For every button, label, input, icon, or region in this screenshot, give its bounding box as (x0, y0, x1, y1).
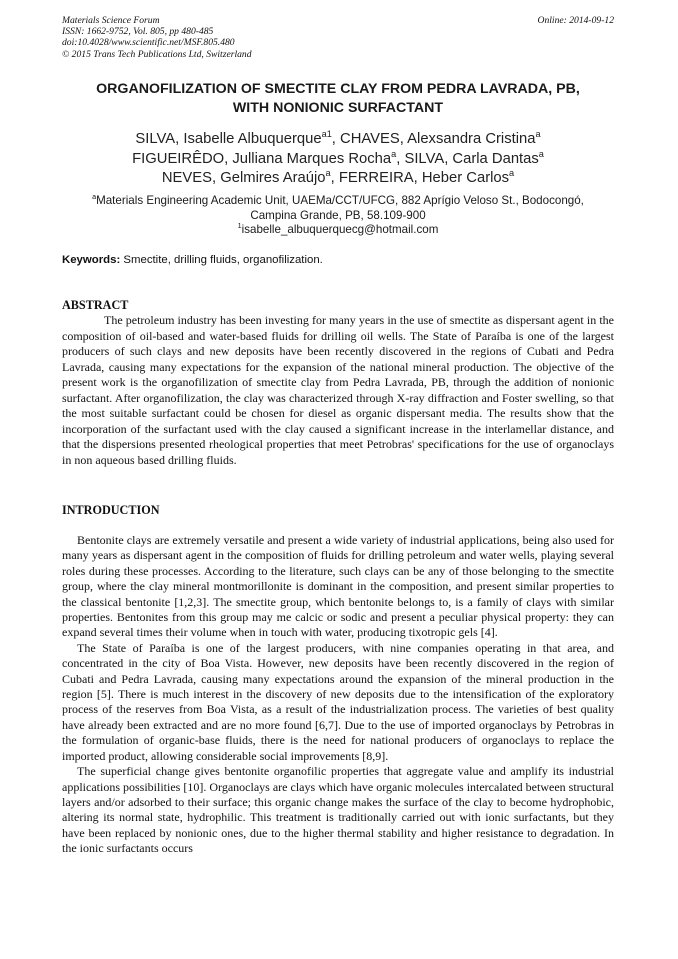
journal-name: Materials Science Forum (62, 15, 160, 26)
abstract-body (62, 313, 614, 468)
email-line (62, 223, 614, 238)
introduction-body (62, 533, 614, 857)
author-superscript: a1 (321, 129, 332, 140)
keywords-line (62, 253, 614, 267)
doi-line: doi:10.4028/www.scientific.net/MSF.805.480 (62, 37, 235, 49)
abstract-paragraph: The petroleum industry has been investing for many years in the use of smectite as dispersant agent in the composition of oil-based and water-based fluids for drilling oil wells. The State of Paraíba is one of the largest producers of such clays and new deposits have been recently discovered in the regions of Cubati and Pedra Lavrada, causing many expectations for the expansion of the national mineral production. The objective of the present work is the organofilization of smectite clay from Pedra Lavrada, PB, through the addition of nonionic surfactant. After organofilization, the clay was characterized through X-ray diffraction and Foster swelling, so that the most suitable surfactant could be chosen for diesel as organic dispersant media. The results show that the incorporation of the surfactant used with the clay caused a significant increase in the interlamellar distance, and that the dispersions presented rheological properties that meet Petrobras' specifications for the use of organoclays in non aqueous based drilling fluids. (62, 313, 614, 467)
keywords-label: Keywords: (62, 254, 121, 266)
online-date: Online: 2014-09-12 (537, 15, 614, 26)
author-name: SILVA, Isabelle Albuquerque (135, 131, 322, 147)
journal-header (62, 15, 614, 60)
author-name: , SILVA, Carla Dantas (396, 150, 539, 167)
author-name: FIGUEIRÊDO, Julliana Marques Rocha (132, 150, 392, 167)
keywords-text: Smectite, drilling fluids, organofilization. (120, 254, 323, 266)
intro-paragraph-3: The superficial change gives bentonite organofilic properties that aggregate value and amplify its industrial applications possibilities [10]. Organoclays are clays which have organic molecules intercalated between structural layers and/or adsorbed to their surface; this organic change makes the surface of the clay to become hydrophobic, altering its normal state, hydrophilic. This treatment is traditionally carried out with ionic surfactants, but they have been replaced by nonionic ones, due to the higher thermal stability and higher resistance to degradation. In the ionic surfactants occurs (62, 764, 614, 856)
author-superscript: a (535, 129, 541, 140)
title-line-2: WITH NONIONIC SURFACTANT (232, 99, 444, 116)
paper-title (62, 80, 614, 117)
affiliation-superscript: a (92, 192, 97, 202)
author-superscript: a (538, 148, 544, 159)
author-name: , FERREIRA, Heber Carlos (330, 170, 510, 186)
introduction-heading: INTRODUCTION (62, 503, 160, 517)
author-superscript: a (509, 168, 515, 179)
copyright-line: © 2015 Trans Tech Publications Ltd, Switzerland (62, 48, 252, 60)
author-line-2 (62, 150, 614, 170)
affiliation-text: Materials Engineering Academic Unit, UAEMa/CCT/UFCG, 882 Aprígio Veloso St., Bodocongó, (96, 194, 584, 207)
affiliation-line-2: Campina Grande, PB, 58.109-900 (250, 208, 426, 222)
author-superscript: a (325, 168, 331, 179)
affiliation-block (62, 194, 614, 238)
title-line-1: ORGANOFILIZATION OF SMECTITE CLAY FROM PEDRA LAVRADA, PB, (96, 81, 580, 97)
author-name: NEVES, Gelmires Araújo (161, 170, 326, 186)
author-superscript: a (391, 148, 397, 159)
intro-paragraph-1: Bentonite clays are extremely versatile and present a wide variety of industrial applications, being also used for many years as dispersant agent in the composition of fluids for drilling petroleum and water wells, playing several roles during these processes. According to the literature, such clays can be any of those belonging to the smectite group, where the clay mineral montmorillonite is dominant in the composition, and present similar properties to the classical bentonite [1,2,3]. The smectite group, which bentonite belongs to, is a family of clays with similar properties. Bentonites from this group may me calcic or sodic and present a peculiar physical property: they can expand several times their volume when in touch with water, producing tixotropic gels [4]. (62, 533, 614, 640)
email-superscript: 1 (237, 221, 242, 231)
author-name: , CHAVES, Alexsandra Cristina (331, 131, 536, 147)
affiliation-line-1 (62, 194, 614, 209)
author-email: isabelle_albuquerquecg@hotmail.com (241, 223, 439, 237)
issn-line: ISSN: 1662-9752, Vol. 805, pp 480-485 (62, 26, 214, 38)
intro-paragraph-2: The State of Paraíba is one of the largest producers, with nine companies operating in that area, and concentrated in the city of Boa Vista. However, new deposits have been recently discovered in the region of Cubati and Pedra Lavrada, causing many expectations around the expansion of the mineral production in the region [5]. There is much interest in the discovery of new deposits due to the intensification of the exploratory process of the reserves from Boa Vista, as a result of the industrialization process. The varieties of best quality have already been extracted and are no more found [6,7]. Due to the use of imported organoclays by Petrobras in the formulation of organic-base fluids, there is the need for national producers of organoclays to replace the imported product, allowing considerable social improvements [8,9]. (62, 640, 614, 763)
author-list (62, 130, 614, 189)
abstract-heading: ABSTRACT (62, 298, 129, 312)
author-line-3 (62, 169, 614, 189)
author-line-1 (62, 130, 614, 150)
